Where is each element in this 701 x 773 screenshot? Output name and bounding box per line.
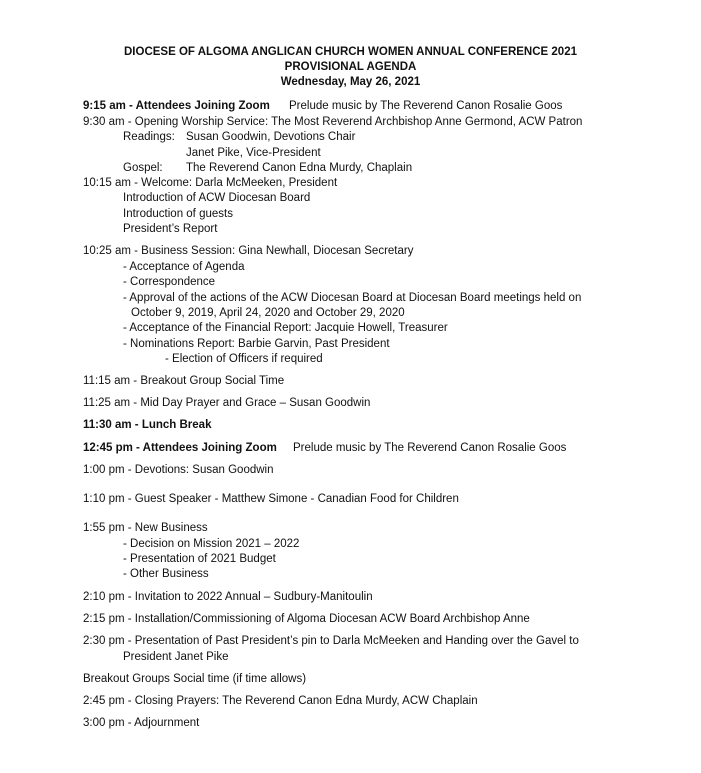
agenda-item-245: 2:45 pm - Closing Prayers: The Reverend Canon Edna Murdy, ACW Chaplain bbox=[83, 695, 478, 707]
document-subtitle: PROVISIONAL AGENDA bbox=[284, 61, 417, 73]
readings-second: Janet Pike, Vice-President bbox=[186, 147, 321, 159]
agenda-subitem: Introduction of guests bbox=[123, 208, 233, 220]
agenda-subitem: - Presentation of 2021 Budget bbox=[123, 553, 276, 565]
agenda-item-230: 2:30 pm - Presentation of Past President’s pin to Darla McMeeken and Handing over the Gavel to bbox=[83, 635, 579, 647]
agenda-item-100: 1:00 pm - Devotions: Susan Goodwin bbox=[83, 464, 274, 476]
agenda-item-1245-note: Prelude music by The Reverend Canon Rosalie Goos bbox=[293, 442, 567, 454]
agenda-subitem-continued: October 9, 2019, April 24, 2020 and October 29, 2020 bbox=[131, 307, 405, 319]
agenda-subitem: - Decision on Mission 2021 – 2022 bbox=[123, 538, 300, 550]
agenda-item-300: 3:00 pm - Adjournment bbox=[83, 717, 200, 729]
agenda-subitem: - Acceptance of Agenda bbox=[123, 261, 245, 273]
agenda-subitem: Introduction of ACW Diocesan Board bbox=[123, 192, 311, 204]
agenda-item-breakout: Breakout Groups Social time (if time allows) bbox=[83, 673, 307, 685]
agenda-subitem: - Approval of the actions of the ACW Diocesan Board at Diocesan Board meetings held on bbox=[123, 292, 582, 304]
agenda-item-110: 1:10 pm - Guest Speaker - Matthew Simone - Canadian Food for Children bbox=[83, 493, 459, 505]
readings-label: Readings: bbox=[123, 131, 175, 143]
agenda-item-210: 2:10 pm - Invitation to 2022 Annual – Sudbury-Manitoulin bbox=[83, 591, 373, 603]
gospel-text: The Reverend Canon Edna Murdy, Chaplain bbox=[186, 162, 413, 174]
agenda-item-1115: 11:15 am - Breakout Group Social Time bbox=[83, 375, 285, 387]
agenda-item-1125: 11:25 am - Mid Day Prayer and Grace – Susan Goodwin bbox=[83, 397, 371, 409]
agenda-item-1245-title: 12:45 pm - Attendees Joining Zoom bbox=[83, 442, 277, 454]
agenda-item-1025: 10:25 am - Business Session: Gina Newhall, Diocesan Secretary bbox=[83, 245, 414, 257]
document-date: Wednesday, May 26, 2021 bbox=[280, 76, 421, 88]
agenda-item-1130: 11:30 am - Lunch Break bbox=[83, 419, 212, 431]
agenda-subitem: - Nominations Report: Barbie Garvin, Past President bbox=[123, 338, 390, 350]
agenda-subitem: - Other Business bbox=[123, 568, 209, 580]
readings-first: Susan Goodwin, Devotions Chair bbox=[186, 131, 356, 143]
agenda-subitem: - Acceptance of the Financial Report: Jacquie Howell, Treasurer bbox=[123, 322, 448, 334]
agenda-item-1015: 10:15 am - Welcome: Darla McMeeken, President bbox=[83, 177, 338, 189]
agenda-item-915-note: Prelude music by The Reverend Canon Rosalie Goos bbox=[289, 100, 563, 112]
agenda-subitem: - Correspondence bbox=[123, 276, 216, 288]
agenda-item-930: 9:30 am - Opening Worship Service: The Most Reverend Archbishop Anne Germond, ACW Patron bbox=[83, 116, 583, 128]
agenda-item-915-title: 9:15 am - Attendees Joining Zoom bbox=[83, 100, 270, 112]
agenda-sub-subitem: - Election of Officers if required bbox=[165, 353, 323, 365]
agenda-item-230-continued: President Janet Pike bbox=[123, 651, 229, 663]
agenda-item-155: 1:55 pm - New Business bbox=[83, 522, 208, 534]
agenda-item-215: 2:15 pm - Installation/Commissioning of Algoma Diocesan ACW Board Archbishop Anne bbox=[83, 613, 530, 625]
gospel-label: Gospel: bbox=[123, 162, 163, 174]
agenda-subitem: President’s Report bbox=[123, 223, 218, 235]
document-title: DIOCESE OF ALGOMA ANGLICAN CHURCH WOMEN ANNUAL CONFERENCE 2021 bbox=[124, 46, 577, 58]
